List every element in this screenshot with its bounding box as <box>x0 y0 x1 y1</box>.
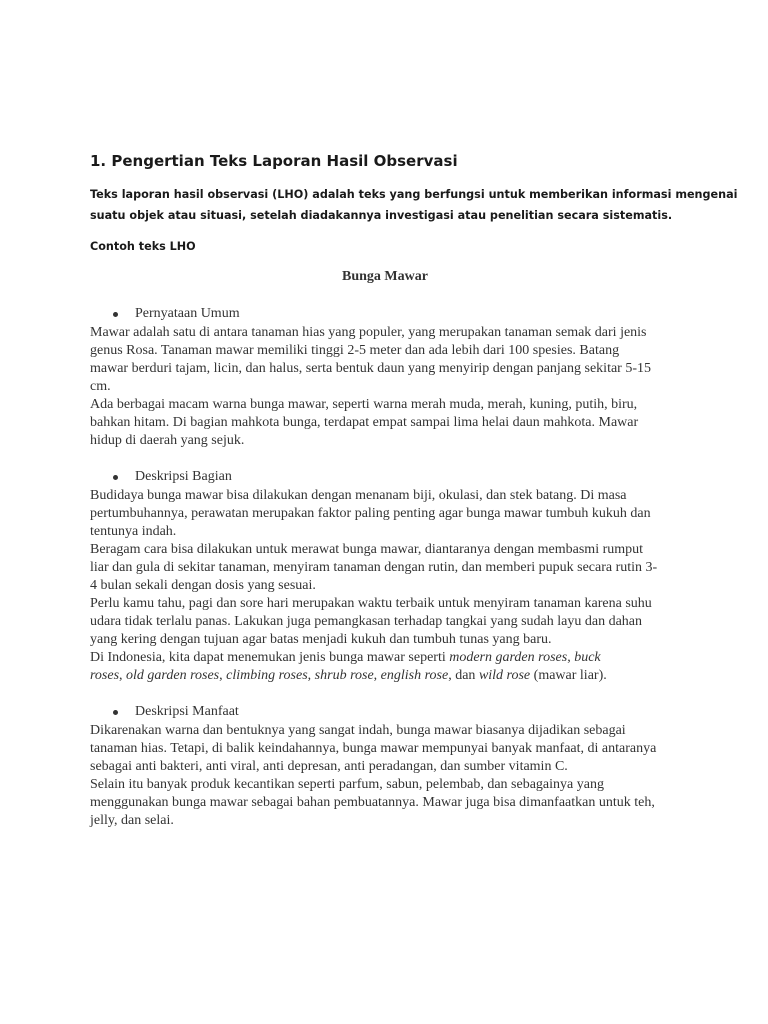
paragraph <box>90 541 680 595</box>
variety-name: modern garden roses <box>449 650 568 665</box>
paragraph-line: pertumbuhannya, perawatan merupakan faktor paling penting agar bunga mawar tumbuh kukuh dan <box>90 506 651 521</box>
bullet-item-deskripsi-bagian <box>90 467 680 487</box>
variety-name: buck <box>574 650 601 665</box>
paragraph-line: hidup di daerah yang sejuk. <box>90 433 245 448</box>
bullet-label: Deskripsi Bagian <box>135 469 232 484</box>
variety-name: old garden roses <box>126 668 220 683</box>
paragraph-line: Dikarenakan warna dan bentuknya yang sangat indah, bunga mawar biasanya dijadikan sebagai <box>90 723 626 738</box>
intro-line: suatu objek atau situasi, setelah diadakannya investigasi atau penelitian secara sistematis. <box>90 209 673 222</box>
paragraph-line: Ada berbagai macam warna bunga mawar, seperti warna merah muda, merah, kuning, putih, biru, <box>90 397 638 412</box>
intro-line: Teks laporan hasil observasi (LHO) adalah teks yang berfungsi untuk memberikan informasi mengenai <box>90 188 738 201</box>
intro-paragraph <box>90 184 738 226</box>
document-title: Bunga Mawar <box>342 269 428 284</box>
varieties-tail: (mawar liar). <box>530 668 607 683</box>
paragraph-line: Perlu kamu tahu, pagi dan sore hari merupakan waktu terbaik untuk menyiram tanaman karena suhu <box>90 596 652 611</box>
varieties-paragraph <box>90 649 680 685</box>
bullet-label: Deskripsi Manfaat <box>135 704 239 719</box>
paragraph-line: bahkan hitam. Di bagian mahkota bunga, terdapat empat sampai lima helai daun mahkota. Mawar <box>90 415 639 430</box>
paragraph <box>90 324 680 396</box>
variety-name: english rose <box>380 668 449 683</box>
paragraph-line: cm. <box>90 379 111 394</box>
example-label: Contoh teks LHO <box>90 240 196 253</box>
paragraph-line: Budidaya bunga mawar bisa dilakukan dengan menanam biji, okulasi, dan stek batang. Di masa <box>90 488 627 503</box>
separator: , <box>373 668 381 683</box>
paragraph-line: yang kering dengan tujuan agar batas menjadi kukuh dan tumbuh tunas yang baru. <box>90 632 552 647</box>
separator: , <box>567 650 575 665</box>
paragraph <box>90 722 680 776</box>
paragraph-line: 4 bulan sekali dengan dosis yang sesuai. <box>90 578 316 593</box>
document-page <box>90 150 738 830</box>
varieties-lead: Di Indonesia, kita dapat menemukan jenis bunga mawar seperti <box>90 650 450 665</box>
paragraph-line: Beragam cara bisa dilakukan untuk merawat bunga mawar, diantaranya dengan membasmi rumput <box>90 542 644 557</box>
paragraph-line: udara tidak terlalu panas. Lakukan juga pemangkasan terhadap tangkai yang sudah layu dan dahan <box>90 614 643 629</box>
paragraph-line: mawar berduri tajam, licin, dan halus, serta bentuk daun yang menyirip dengan panjang sekitar 5-15 <box>90 361 651 376</box>
variety-name: shrub rose <box>314 668 374 683</box>
bullet-dot-icon <box>113 312 118 317</box>
separator: , dan <box>448 668 479 683</box>
separator: , <box>307 668 315 683</box>
bullet-item-deskripsi-manfaat <box>90 702 680 722</box>
bullet-dot-icon <box>113 475 118 480</box>
separator: , <box>119 668 127 683</box>
section-heading: 1. Pengertian Teks Laporan Hasil Observasi <box>90 152 458 170</box>
paragraph-line <box>90 667 680 685</box>
paragraph <box>90 776 680 830</box>
paragraph <box>90 487 680 541</box>
paragraph-line: jelly, dan selai. <box>90 813 174 828</box>
paragraph-line: Mawar adalah satu di antara tanaman hias yang populer, yang merupakan tanaman semak dari jenis <box>90 325 647 340</box>
variety-name: climbing roses <box>226 668 308 683</box>
paragraph-line: tentunya indah. <box>90 524 177 539</box>
paragraph-line: menggunakan bunga mawar sebagai bahan pembuatannya. Mawar juga bisa dimanfaatkan untuk teh, <box>90 795 655 810</box>
bullet-label: Pernyataan Umum <box>135 306 240 321</box>
paragraph-line <box>90 649 680 667</box>
paragraph-line: sebagai anti bakteri, anti viral, anti depresan, anti peradangan, dan sumber vitamin C. <box>90 759 568 774</box>
bullet-dot-icon <box>113 710 118 715</box>
bullet-item-pernyataan-umum <box>90 304 680 324</box>
paragraph <box>90 396 680 450</box>
separator: , <box>219 668 227 683</box>
paragraph-line: Selain itu banyak produk kecantikan seperti parfum, sabun, pelembab, dan sebagainya yang <box>90 777 604 792</box>
paragraph <box>90 595 680 649</box>
paragraph-line: genus Rosa. Tanaman mawar memiliki tinggi 2-5 meter dan ada lebih dari 100 spesies. Batang <box>90 343 620 358</box>
paragraph-line: tanaman hias. Tetapi, di balik keindahannya, bunga mawar mempunyai banyak manfaat, di antaranya <box>90 741 657 756</box>
paragraph-line: liar dan gula di sekitar tanaman, menyiram tanaman dengan rutin, dan memberi pupuk secara rutin 3- <box>90 560 658 575</box>
variety-name: roses <box>90 668 120 683</box>
variety-name: wild rose <box>478 668 531 683</box>
